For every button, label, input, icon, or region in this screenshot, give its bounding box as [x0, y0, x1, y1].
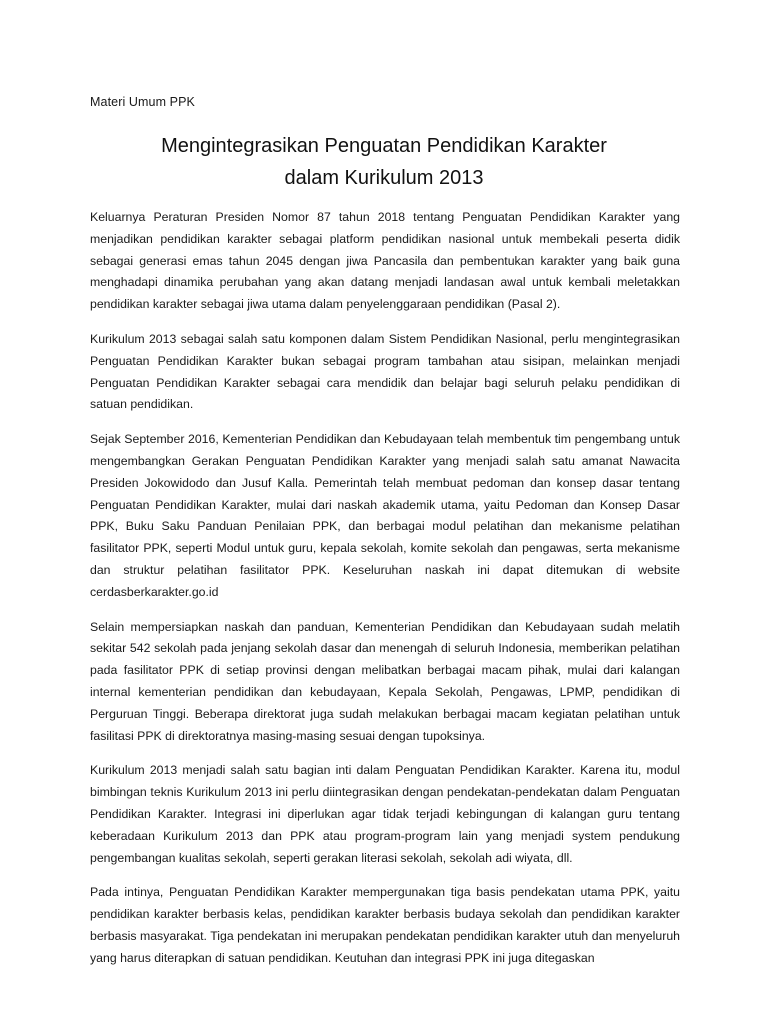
document-title [60, 130, 708, 194]
paragraph-1: Keluarnya Peraturan Presiden Nomor 87 tahun 2018 tentang Penguatan Pendidikan Karakter yang menjadikan pendidikan karakter sebagai platform pendidikan nasional untuk membekali peserta didik sebagai generasi emas tahun 2045 dengan jiwa Pancasila dan pembentukan karakter yang baik guna menghadapi dinamika perubahan yang akan datang menjadi landasan awal untuk kembali meletakkan pendidikan karakter sebagai jiwa utama dalam penyelenggaraan pendidikan (Pasal 2). [90, 210, 680, 312]
paragraph-4: Selain mempersiapkan naskah dan panduan, Kementerian Pendidikan dan Kebudayaan sudah melatih sekitar 542 sekolah pada jenjang sekolah dasar dan menengah di seluruh Indonesia, memberikan pelatihan pada fasilitator PPK di setiap provinsi dengan melibatkan berbagai macam pihak, mulai dari kalangan internal kementerian pendidikan dan kebudayaan, Kepala Sekolah, Pengawas, LPMP, pendidikan di Perguruan Tinggi. Beberapa direktorat juga sudah melakukan berbagai macam kegiatan pelatihan untuk fasilitasi PPK di direktoratnya masing-masing sesuai dengan tupoksinya. [90, 619, 680, 743]
document-header: Materi Umum PPK [90, 95, 195, 109]
paragraph-2: Kurikulum 2013 sebagai salah satu komponen dalam Sistem Pendidikan Nasional, perlu mengintegrasikan Penguatan Pendidikan Karakter bukan sebagai program tambahan atau sisipan, melainkan menjadi Penguatan Pendidikan Karakter sebagai cara mendidik dan belajar bagi seluruh pelaku pendidikan di satuan pendidikan. [90, 331, 680, 412]
paragraph-5: Kurikulum 2013 menjadi salah satu bagian inti dalam Penguatan Pendidikan Karakter. Karena itu, modul bimbingan teknis Kurikulum 2013 ini perlu diintegrasikan dengan pendekatan-pendekatan dalam Penguatan Pendidikan Karakter. Integrasi ini diperlukan agar tidak terjadi kebingungan di kalangan guru tentang keberadaan Kurikulum 2013 dan PPK atau program-program lain yang menjadi system pendukung pengembangan kualitas sekolah, seperti gerakan literasi sekolah, sekolah adi wiyata, dll. [90, 763, 680, 865]
paragraph-3: Sejak September 2016, Kementerian Pendidikan dan Kebudayaan telah membentuk tim pengembang untuk mengembangkan Gerakan Penguatan Pendidikan Karakter yang menjadi salah satu amanat Nawacita Presiden Jokowidodo dan Jusuf Kalla. Pemerintah telah membuat pedoman dan konsep dasar tentang Penguatan Pendidikan Karakter, mulai dari naskah akademik utama, yaitu Pedoman dan Konsep Dasar PPK, Buku Saku Panduan Penilaian PPK, dan berbagai modul pelatihan dan mekanisme pelatihan fasilitator PPK, seperti Modul untuk guru, kepala sekolah, komite sekolah dan pengawas, serta mekanisme dan struktur pelatihan fasilitator PPK. Keseluruhan naskah ini dapat ditemukan di website cerdasberkarakter.go.id [90, 432, 680, 599]
document-body [90, 207, 680, 983]
title-line-2: dalam Kurikulum 2013 [284, 167, 484, 189]
paragraph-6: Pada intinya, Penguatan Pendidikan Karakter mempergunakan tiga basis pendekatan utama PPK, yaitu pendidikan karakter berbasis kelas, pendidikan karakter berbasis budaya sekolah dan pendidikan karakter berbasis masyarakat. Tiga pendekatan ini merupakan pendekatan pendidikan karakter utuh dan menyeluruh yang harus diterapkan di satuan pendidikan. Keutuhan dan integrasi PPK ini juga ditegaskan [90, 885, 680, 965]
title-line-1: Mengintegrasikan Penguatan Pendidikan Karakter [161, 135, 607, 157]
